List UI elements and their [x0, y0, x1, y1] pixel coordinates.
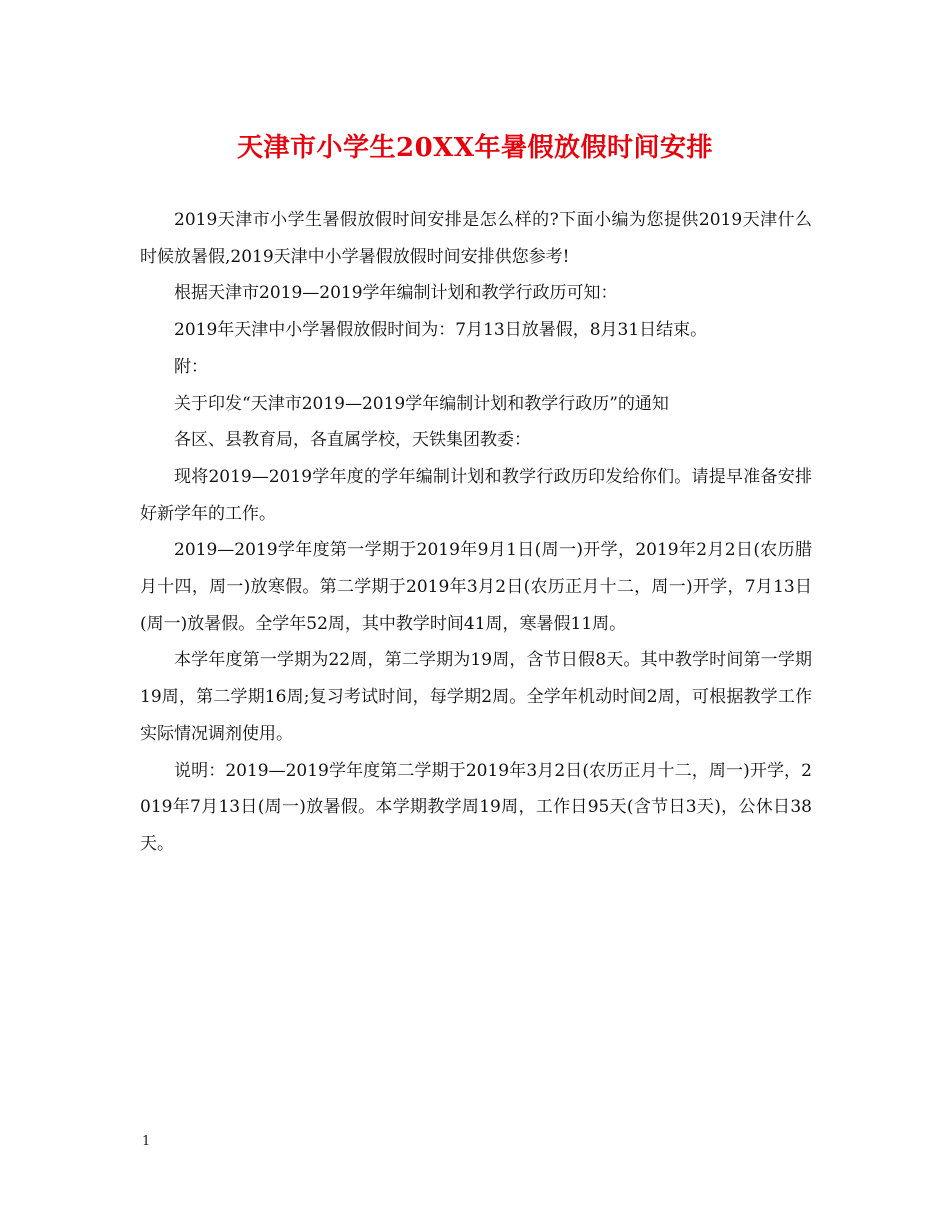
paragraph-summer-dates: 2019年天津中小学暑假放假时间为：7月13日放暑假，8月31日结束。	[174, 320, 708, 341]
paragraph-weeks: 本学年度第一学期为22周，第二学期为19周，含节日假8天。其中教学时间第一学期19周，第二学期16周;复习考试时间，每学期2周。全学年机动时间2周，可根据教学工作实际情况调剂使用。	[140, 650, 812, 744]
paragraph-recipients: 各区、县教育局，各直属学校，天铁集团教委：	[174, 430, 531, 451]
paragraph-explanation: 说明：2019—2019学年度第二学期于2019年3月2日(农历正月十二，周一)开学，2019年7月13日(周一)放暑假。本学期教学周19周，工作日95天(含节日3天)，公休日38天。	[140, 760, 812, 854]
paragraph-source: 根据天津市2019—2019学年编制计划和教学行政历可知：	[174, 283, 618, 304]
paragraph-attachment-label: 附：	[174, 356, 208, 377]
document-title: 天津市小学生20XX年暑假放假时间安排	[236, 133, 714, 163]
paragraph-first-semester: 2019—2019学年度第一学期于2019年9月1日(周一)开学，2019年2月2日(农历腊月十四，周一)放寒假。第二学期于2019年3月2日(农历正月十二，周一)开学，7月13日(周一)放暑假。全学年52周，其中教学时间41周，寒暑假11周。	[140, 540, 812, 634]
page-number: 1	[142, 1134, 151, 1149]
document-body	[140, 202, 812, 863]
paragraph-notice-body: 现将2019—2019学年度的学年编制计划和教学行政历印发给你们。请提早准备安排好新学年的工作。	[140, 466, 812, 524]
paragraph-notice-title: 关于印发“天津市2019—2019学年编制计划和教学行政历”的通知	[174, 393, 669, 414]
paragraph-intro: 2019天津市小学生暑假放假时间安排是怎么样的?下面小编为您提供2019天津什么时候放暑假,2019天津中小学暑假放假时间安排供您参考!	[140, 210, 812, 267]
